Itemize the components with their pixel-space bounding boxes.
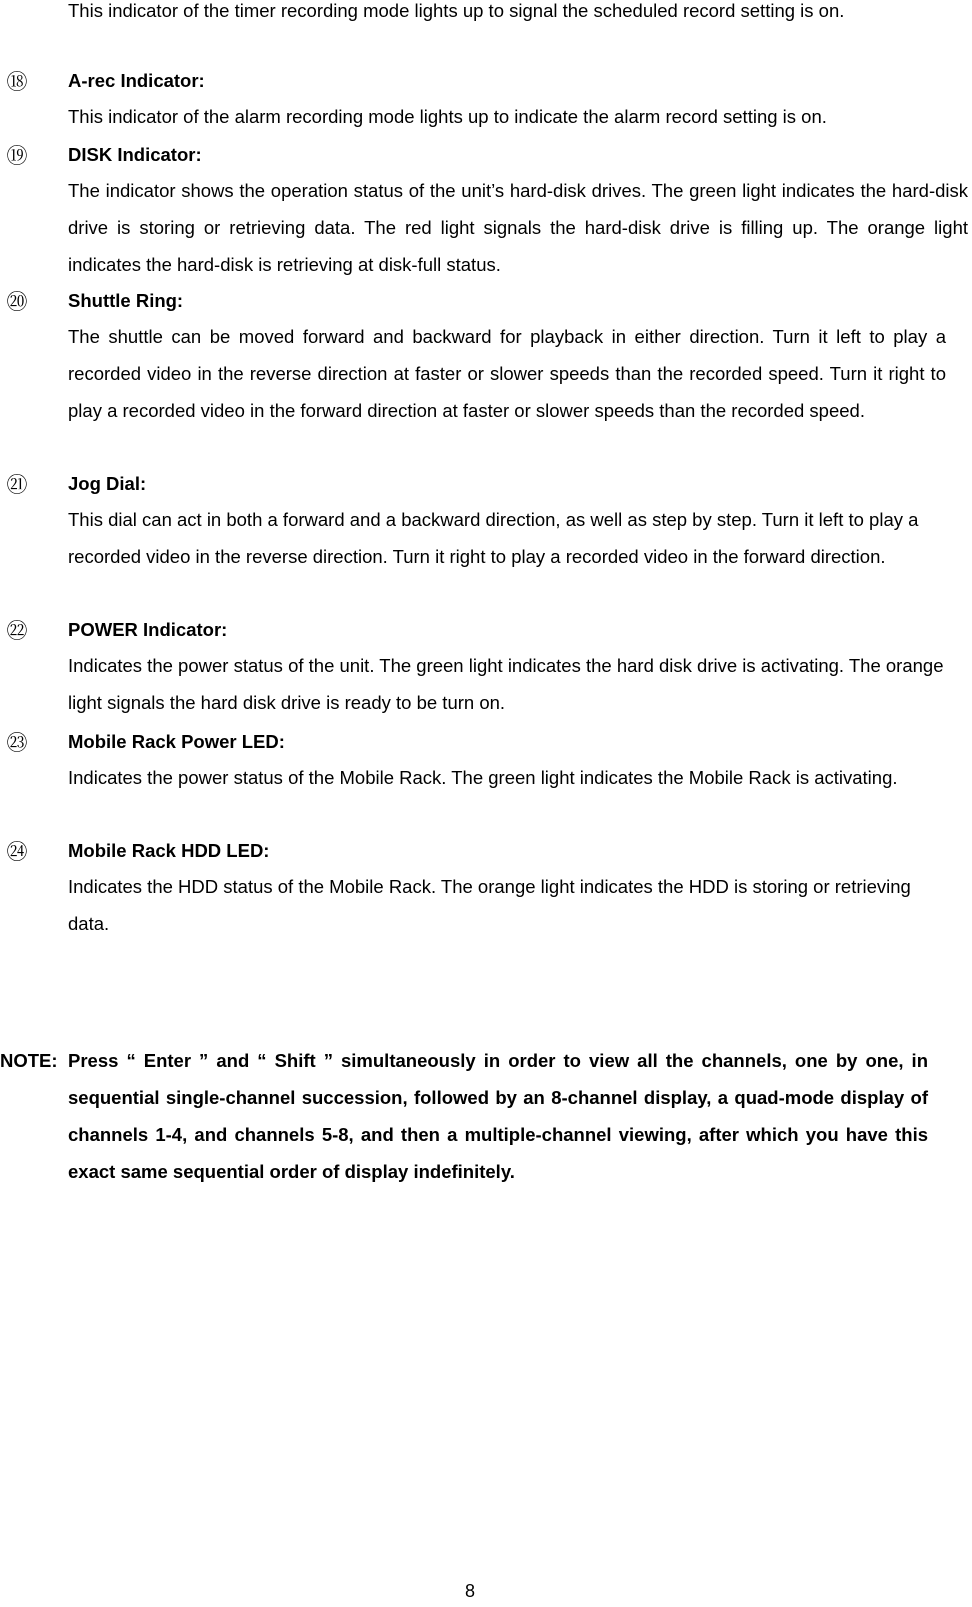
item-number-21: ㉑ [6,473,28,497]
item-title: Shuttle Ring: [68,290,184,311]
item-description: Indicates the HDD status of the Mobile Rack. The orange light indicates the HDD is storing or retrieving data. [68,876,911,934]
item-description: This indicator of the alarm recording mode lights up to indicate the alarm record setting is on. [68,106,827,127]
item-number-19: ⑲ [6,144,28,168]
item-description: The shuttle can be moved forward and backward for playback in either direction. Turn it left to play a recorded video in the reverse direction at faster or slower speeds than the recorded speed. Turn it right to play a recorded video in the forward direction at faster or slower speeds than the recorded speed. [68,326,946,421]
item-number-22: ㉒ [6,619,28,643]
note-text-wrapper [68,1042,928,1190]
item-number-18: ⑱ [6,70,28,94]
item-title: Mobile Rack HDD LED: [68,840,270,861]
intro-paragraph: This indicator of the timer recording mode lights up to signal the scheduled record setting is on. [68,0,845,21]
item-description: This dial can act in both a forward and a backward direction, as well as step by step. Turn it left to play a recorded video in the reverse direction. Turn it right to play a recorded video in the forward direction. [68,509,919,567]
item-number-20: ⑳ [6,290,28,314]
item-number-24: ㉔ [6,840,28,864]
item-description: Indicates the power status of the unit. The green light indicates the hard disk drive is activating. The orange light signals the hard disk drive is ready to be turn on. [68,655,944,713]
item-title: DISK Indicator: [68,144,202,165]
note-text: Press “ Enter ” and “ Shift ” simultaneously in order to view all the channels, one by one, in sequential single-channel succession, followed by an 8-channel display, a quad-mode display of channels 1-4, and channels 5-8, and then a multiple-channel viewing, after which you have this exact same sequential order of display indefinitely. [68,1050,928,1182]
item-description: Indicates the power status of the Mobile Rack. The green light indicates the Mobile Rack is activating. [68,767,898,788]
note-label: NOTE: [0,1050,58,1071]
item-description: The indicator shows the operation status of the unit’s hard-disk drives. The green light indicates the hard-disk drive is storing or retrieving data. The red light signals the hard-disk drive is filling up. The orange light indicates the hard-disk is retrieving at disk-full status. [68,180,968,275]
item-title: Mobile Rack Power LED: [68,731,285,752]
item-number-23: ㉓ [6,731,28,755]
page-number: 8 [464,1581,475,1601]
item-title: A-rec Indicator: [68,70,205,91]
item-title: Jog Dial: [68,473,147,494]
item-title: POWER Indicator: [68,619,228,640]
